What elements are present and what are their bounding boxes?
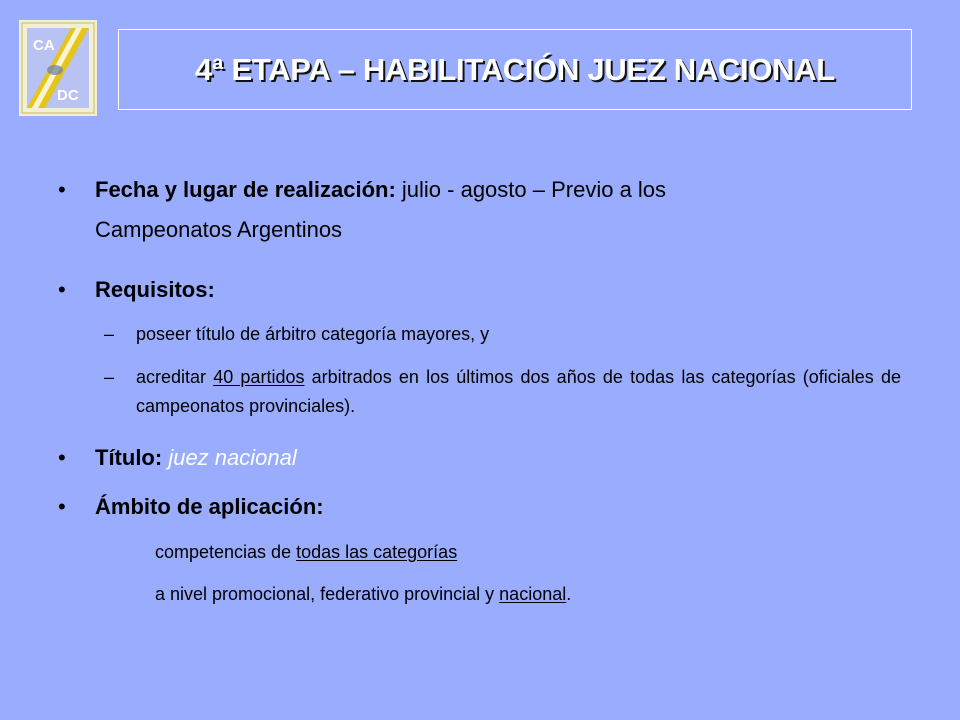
slide-title: 4ª ETAPA – HABILITACIÓN JUEZ NACIONAL: [195, 51, 835, 87]
ambito-line2-after: .: [566, 584, 572, 604]
mascot-icon: [47, 65, 63, 75]
ambito-line2-underlined: nacional: [499, 584, 567, 604]
bullet-icon: •: [58, 177, 66, 202]
ambito-line1-underlined: todas las categorías: [296, 542, 458, 562]
bullet-fecha: [95, 170, 915, 250]
bullet-requisitos: [95, 270, 915, 310]
bullet-ambito: [95, 487, 915, 527]
title-box: [118, 29, 912, 110]
requisitos-label: Requisitos:: [95, 277, 215, 302]
club-logo: [19, 20, 97, 116]
logo-text-bottom: DC: [57, 87, 79, 104]
fecha-label: Fecha y lugar de realización:: [95, 177, 396, 202]
logo-text-top: CA: [33, 37, 55, 54]
ambito-line2-before: a nivel promocional, federativo provincial y: [155, 584, 500, 604]
dash-icon: –: [104, 367, 115, 387]
dash-icon: –: [104, 324, 115, 344]
club-logo-graphic: [19, 20, 97, 116]
fecha-value-line1: julio - agosto – Previo a los: [395, 177, 667, 202]
ambito-label: Ámbito de aplicación:: [95, 494, 324, 519]
requisito-item-1: poseer título de árbitro categoría mayores, y: [136, 324, 490, 344]
requisito-2-after: arbitrados en los últimos dos años de todas las categorías (oficiales de campeonatos provinciales).: [136, 367, 901, 416]
requisito-2-before: acreditar: [136, 367, 214, 387]
ambito-line-1: [155, 538, 457, 567]
fecha-value-line2: Campeonatos Argentinos: [95, 217, 343, 242]
titulo-value: juez nacional: [162, 445, 297, 470]
bullet-icon: •: [58, 277, 66, 302]
bullet-icon: •: [58, 494, 66, 519]
ambito-line1-before: competencias de: [155, 542, 297, 562]
requisito-2-underlined: 40 partidos: [213, 367, 305, 387]
titulo-label: Título:: [95, 445, 163, 470]
bullet-titulo: [95, 438, 915, 478]
ambito-line-2: [155, 580, 571, 609]
requisito-item-2: [136, 363, 901, 421]
bullet-icon: •: [58, 445, 66, 470]
